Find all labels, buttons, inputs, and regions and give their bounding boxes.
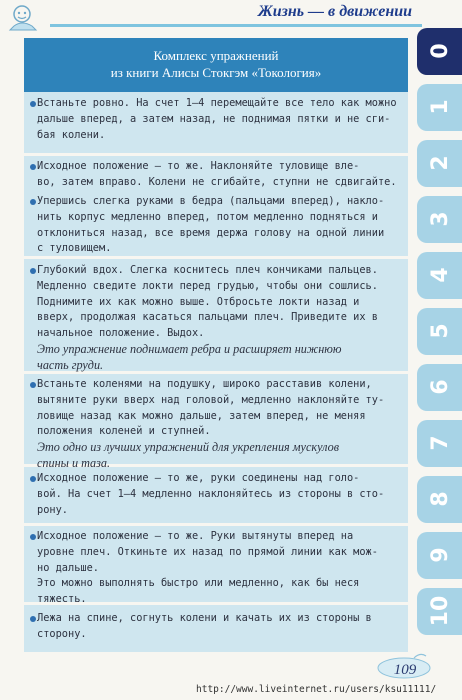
cartoon-figure-icon: [6, 2, 48, 32]
exercise-line: вытяните руки вверх над головой, медленно наклоняйте ту-: [37, 393, 385, 406]
exercise-line: Встаньте коленями на подушку, широко расставив колени,: [37, 378, 372, 390]
exercise-line: Медленно сведите локти перед грудью, чтобы они сошлись.: [37, 279, 378, 292]
exercise-item: [37, 471, 407, 518]
exercise-line: вверх, продолжая касаться пальцами плеч. Приведите их в: [37, 311, 378, 324]
chapter-tab-2[interactable]: 2: [417, 140, 462, 187]
exercise-line: Исходное положение — то же. Руки вытянуты вперед на: [37, 530, 354, 542]
chapter-tab-3[interactable]: 3: [417, 196, 462, 243]
exercise-line: Поднимите их как можно выше. Отбросьте локти назад и: [37, 295, 360, 308]
header-rule: [50, 24, 422, 27]
exercise-item: [37, 263, 407, 374]
exercise-line: рону.: [37, 503, 68, 516]
bullet-icon: [30, 164, 36, 170]
exercise-line: начальное положение. Выдох.: [37, 327, 205, 340]
exercise-line: Исходное положение — то же. Наклоняйте туловище вле-: [37, 160, 360, 172]
chapter-tab-7[interactable]: 7: [417, 420, 462, 467]
exercise-note: часть груди.: [37, 357, 104, 372]
exercise-line: вой. На счет 1–4 медленно наклоняйтесь из стороны в сто-: [37, 487, 385, 500]
bullet-icon: [30, 534, 36, 540]
page-header: [0, 0, 462, 34]
bullet-icon: [30, 382, 36, 388]
chapter-tab-1[interactable]: 1: [417, 84, 462, 131]
separator: [24, 523, 408, 526]
exercise-note: Это упражнение поднимает ребра и расширяет нижнюю: [37, 341, 342, 356]
exercise-line: сторону.: [37, 627, 87, 640]
bullet-icon: [30, 476, 36, 482]
exercise-note: спины и таза.: [37, 455, 111, 470]
exercise-line: Лежа на спине, согнуть колени и качать их из стороны в: [37, 612, 372, 624]
separator: [24, 153, 408, 156]
exercise-line: ловище назад как можно дальше, затем вперед, не меняя: [37, 409, 366, 422]
exercise-item: [37, 194, 407, 257]
exercise-item: [37, 377, 407, 472]
exercise-line: нить корпус медленно вперед, потом медленно подняться и: [37, 210, 378, 223]
chapter-tab-9[interactable]: 9: [417, 532, 462, 579]
exercise-line: Глубокий вдох. Слегка коснитесь плеч кончиками пальцев.: [37, 264, 378, 276]
box-title-line-1: Комплекс упражнений: [153, 48, 279, 63]
exercise-line: во, затем вправо. Колени не сгибайте, ступни не сдвигайте.: [37, 175, 397, 188]
chapter-tab-0[interactable]: 0: [417, 28, 462, 75]
bullet-icon: [30, 101, 36, 107]
running-header-title: Жизнь — в движении: [258, 3, 412, 20]
page-number: 109: [393, 662, 417, 678]
chapter-tab-8[interactable]: 8: [417, 476, 462, 523]
bullet-icon: [30, 268, 36, 274]
exercise-box-title: [24, 38, 408, 92]
chapter-tab-6[interactable]: 6: [417, 364, 462, 411]
exercise-line: положения коленей и ступней.: [37, 425, 211, 438]
exercise-line: Исходное положение — то же, руки соединены над голо-: [37, 472, 360, 484]
exercise-item: [37, 159, 407, 191]
chapter-tabs: [411, 28, 462, 648]
exercise-line: тяжесть.: [37, 593, 87, 606]
exercise-note: Это одно из лучших упражнений для укрепления мускулов: [37, 440, 339, 455]
box-title-line-2: из книги Алисы Стокгэм «Токология»: [110, 65, 322, 80]
exercise-line: отклониться назад, все время держа голову на одной линии: [37, 226, 385, 239]
exercise-line: Упершись слегка руками в бедра (пальцами вперед), накло-: [37, 195, 385, 207]
chapter-tab-4[interactable]: 4: [417, 252, 462, 299]
source-url-watermark: http://www.liveinternet.ru/users/ksu11111/: [196, 684, 437, 695]
exercise-item: [37, 529, 407, 608]
exercise-line: с туловищем.: [37, 242, 112, 255]
exercise-line: уровне плеч. Откиньте их назад по прямой линии как мож-: [37, 545, 378, 558]
exercise-item: [37, 611, 407, 643]
chapter-tab-5[interactable]: 5: [417, 308, 462, 355]
exercise-line: но дальше.: [37, 561, 99, 574]
bullet-icon: [30, 199, 36, 205]
exercise-item: [37, 96, 407, 143]
exercise-line: Это можно выполнять быстро или медленно, как бы неся: [37, 577, 360, 590]
bullet-icon: [30, 616, 36, 622]
exercise-line: Встаньте ровно. На счет 1–4 перемещайте все тело как можно: [37, 97, 397, 109]
chapter-tab-10[interactable]: 10: [417, 588, 462, 635]
exercise-line: дальше вперед, а затем назад, не поднимая пятки и не сги-: [37, 112, 391, 125]
exercise-line: бая колени.: [37, 128, 106, 141]
